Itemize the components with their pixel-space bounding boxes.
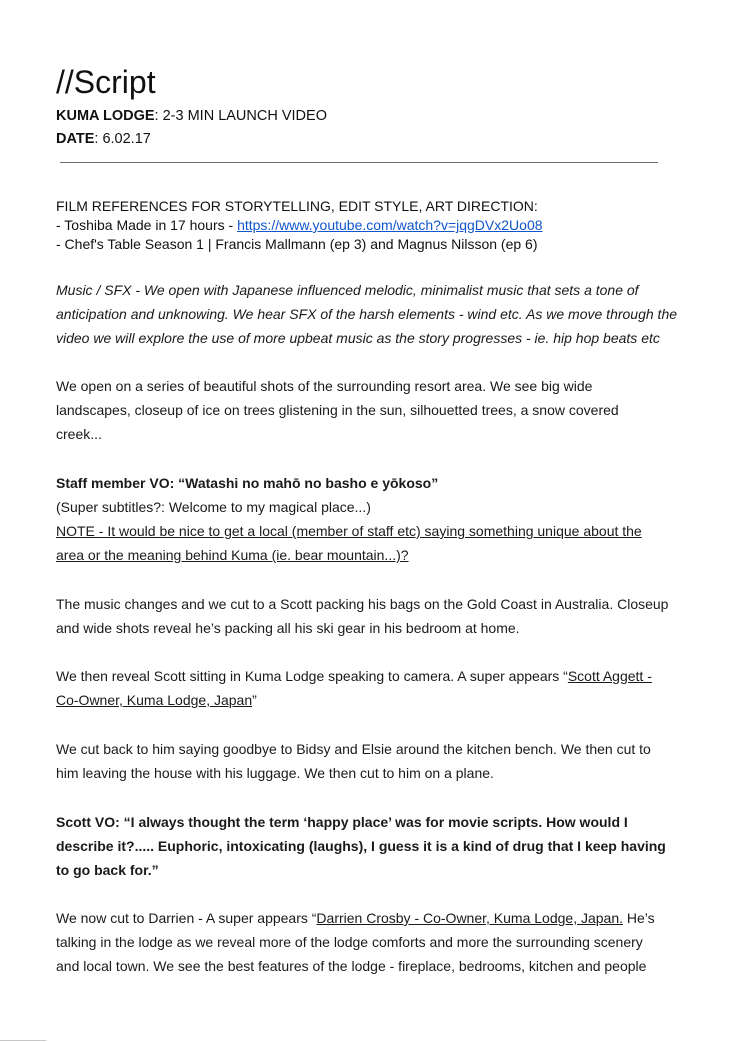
scott-super-text: Co-Owner, Kuma Lodge, Japan xyxy=(56,692,253,708)
staff-vo-line: Staff member VO: “Watashi no mahō no basho e yōkoso” xyxy=(56,475,439,491)
packing-line: and wide shots reveal he’s packing all his ski gear in his bedroom at home. xyxy=(56,620,520,636)
packing-paragraph xyxy=(56,592,674,640)
music-sfx-paragraph xyxy=(56,278,678,350)
scott-vo-paragraph xyxy=(56,810,674,882)
scott-vo-line: Scott VO: “I always thought the term ‘happy place’ was for movie scripts. How would I xyxy=(56,814,628,830)
opening-line: landscapes, closeup of ice on trees glistening in the sun, silhouetted trees, a snow covered xyxy=(56,402,619,418)
goodbye-paragraph xyxy=(56,737,674,785)
scott-vo-line: to go back for.” xyxy=(56,862,159,878)
date-label: DATE xyxy=(56,131,95,147)
youtube-link[interactable]: https://www.youtube.com/watch?v=jqgDVx2Uo08 xyxy=(237,217,543,233)
staff-section xyxy=(56,471,674,567)
reveal-line xyxy=(56,664,674,688)
goodbye-line: We cut back to him saying goodbye to Bidsy and Elsie around the kitchen bench. We then cut to xyxy=(56,741,651,757)
reveal-paragraph xyxy=(56,664,674,712)
date-line xyxy=(56,128,151,150)
opening-line: creek... xyxy=(56,426,102,442)
film-references xyxy=(56,197,543,254)
opening-line: We open on a series of beautiful shots of the surrounding resort area. We see big wide xyxy=(56,378,593,394)
references-heading: FILM REFERENCES FOR STORYTELLING, EDIT STYLE, ART DIRECTION: xyxy=(56,198,538,214)
staff-note-line: NOTE - It would be nice to get a local (member of staff etc) saying something unique about the xyxy=(56,523,642,539)
project-line xyxy=(56,105,327,127)
darrien-text: He’s xyxy=(623,910,655,926)
darrien-text: We now cut to Darrien - A super appears “ xyxy=(56,910,317,926)
darrien-paragraph xyxy=(56,906,674,978)
staff-subtitle-line: (Super subtitles?: Welcome to my magical place...) xyxy=(56,499,371,515)
staff-note-line: area or the meaning behind Kuma (ie. bear mountain...)? xyxy=(56,547,409,563)
project-value: : 2-3 MIN LAUNCH VIDEO xyxy=(154,108,327,124)
goodbye-line: him leaving the house with his luggage. We then cut to him on a plane. xyxy=(56,765,494,781)
music-line: video we will explore the use of more upbeat music as the story progresses - ie. hip hop beats etc xyxy=(56,330,660,346)
reference-item-chefs-table: - Chef's Table Season 1 | Francis Mallmann (ep 3) and Magnus Nilsson (ep 6) xyxy=(56,236,538,252)
project-label: KUMA LODGE xyxy=(56,108,155,124)
darrien-line: and local town. We see the best features of the lodge - fireplace, bedrooms, kitchen and people xyxy=(56,958,647,974)
music-line: anticipation and unknowing. We hear SFX of the harsh elements - wind etc. As we move through the xyxy=(56,306,678,322)
music-line: Music / SFX - We open with Japanese influenced melodic, minimalist music that sets a tone of xyxy=(56,282,639,298)
scott-vo-line: describe it?..... Euphoric, intoxicating (laughs), I guess it is a kind of drug that I keep having xyxy=(56,838,666,854)
packing-line: The music changes and we cut to a Scott packing his bags on the Gold Coast in Australia. Closeup xyxy=(56,596,669,612)
header-divider xyxy=(60,162,658,163)
date-value: : 6.02.17 xyxy=(94,131,151,147)
reference-item-toshiba-label: - Toshiba Made in 17 hours - xyxy=(56,217,238,233)
darrien-line: talking in the lodge as we reveal more of the lodge comforts and more the surrounding scenery xyxy=(56,934,643,950)
page-edge-mark xyxy=(0,1040,46,1041)
darrien-super-text: Darrien Crosby - Co-Owner, Kuma Lodge, Japan. xyxy=(316,910,624,926)
opening-paragraph xyxy=(56,374,674,446)
page-title: //Script xyxy=(56,64,156,100)
reference-item-toshiba xyxy=(56,216,543,235)
reveal-quote-close: ” xyxy=(252,692,257,708)
scott-super-text: Scott Aggett - xyxy=(567,668,652,684)
darrien-line xyxy=(56,906,674,930)
reveal-text: We then reveal Scott sitting in Kuma Lodge speaking to camera. A super appears “ xyxy=(56,668,568,684)
reveal-line xyxy=(56,688,674,712)
